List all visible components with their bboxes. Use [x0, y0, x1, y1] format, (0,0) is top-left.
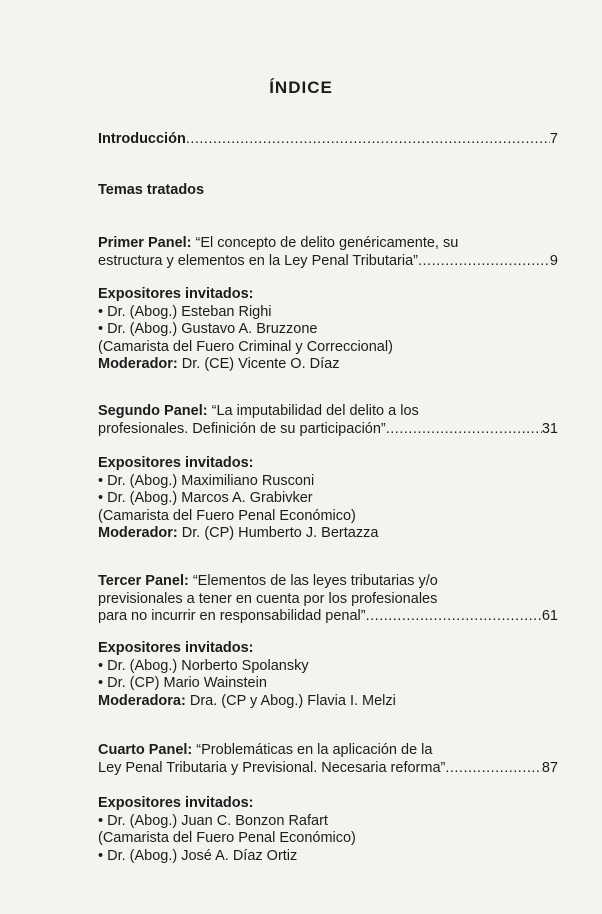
intro-label: Introducción — [98, 131, 186, 147]
panel-title-line: Primer Panel: “El concepto de delito genéricamente, su — [98, 235, 459, 251]
intro-entry — [98, 131, 558, 149]
list-item: (Camarista del Fuero Criminal y Correccional) — [98, 338, 393, 355]
panel-4: Cuarto Panel: “Problemáticas en la aplicación de la Ley Penal Tributaria y Previsional. Necesaria reforma” ..... 87 — [98, 742, 558, 777]
expositores-label: Expositores invitados: — [98, 286, 254, 302]
panel-4-speakers — [98, 795, 558, 865]
panel-name: Tercer Panel: — [98, 573, 189, 589]
list-item: (Camarista del Fuero Penal Económico) — [98, 830, 356, 846]
panel-page: 9 — [549, 252, 558, 269]
list-item: • Dr. (Abog.) Esteban Righi — [98, 303, 272, 320]
panel-page: 31 — [541, 420, 558, 437]
leader-dots — [445, 760, 542, 778]
panel-title-line: Segundo Panel: “La imputabilidad del delito a los — [98, 403, 419, 419]
list-item: • Dr. (Abog.) Maximiliano Rusconi — [98, 472, 315, 489]
moderator-line: Moderador: Dr. (CE) Vicente O. Díaz — [98, 356, 340, 372]
panel-title-line: Cuarto Panel: “Problemáticas en la aplicación de la — [98, 742, 433, 758]
temas-heading: Temas tratados — [98, 182, 205, 198]
list-item: • Dr. (Abog.) José A. Díaz Ortiz — [98, 847, 298, 864]
expositores-label: Expositores invitados: — [98, 640, 254, 656]
panel-3-speakers — [98, 640, 558, 710]
leader-dots — [366, 608, 542, 626]
panel-page: 61 — [541, 608, 558, 624]
panel-1-speakers — [98, 286, 558, 374]
panel-2-speakers — [98, 455, 558, 543]
panel-1: Primer Panel: “El concepto de delito genéricamente, su estructura y elementos en la Ley Penal Tributaria” ..... 9 — [98, 235, 558, 270]
panel-name: Segundo Panel: — [98, 403, 208, 419]
leader-dots — [186, 131, 550, 149]
list-item: • Dr. (Abog.) Norberto Spolansky — [98, 657, 309, 674]
list-item: • Dr. (Abog.) Gustavo A. Bruzzone — [98, 321, 318, 337]
list-item: • Dr. (CP) Mario Wainstein — [98, 675, 267, 691]
expositores-label: Expositores invitados: — [98, 455, 254, 471]
list-item: • Dr. (Abog.) Marcos A. Grabivker — [98, 490, 313, 506]
panel-name: Primer Panel: — [98, 235, 192, 251]
leader-dots — [386, 421, 542, 439]
panel-page: 87 — [541, 759, 558, 776]
intro-page: 7 — [549, 131, 558, 147]
panel-2: Segundo Panel: “La imputabilidad del delito a los profesionales. Definición de su participación” ..... 31 — [98, 403, 558, 438]
panel-title-line: Tercer Panel: “Elementos de las leyes tributarias y/o — [98, 573, 438, 589]
list-item: (Camarista del Fuero Penal Económico) — [98, 507, 356, 524]
panel-name: Cuarto Panel: — [98, 742, 193, 758]
list-item: • Dr. (Abog.) Juan C. Bonzon Rafart — [98, 812, 328, 829]
expositores-label: Expositores invitados: — [98, 795, 254, 811]
panel-3: Tercer Panel: “Elementos de las leyes tributarias y/o previsionales a tener en cuenta por los profesionales para no incurrir en responsabilidad penal” ..... 61 — [98, 573, 558, 626]
leader-dots — [418, 253, 550, 271]
moderator-line: Moderadora: Dra. (CP y Abog.) Flavia I. Melzi — [98, 692, 396, 709]
moderator-line: Moderador: Dr. (CP) Humberto J. Bertazza — [98, 525, 379, 541]
page-title: ÍNDICE — [269, 78, 333, 97]
